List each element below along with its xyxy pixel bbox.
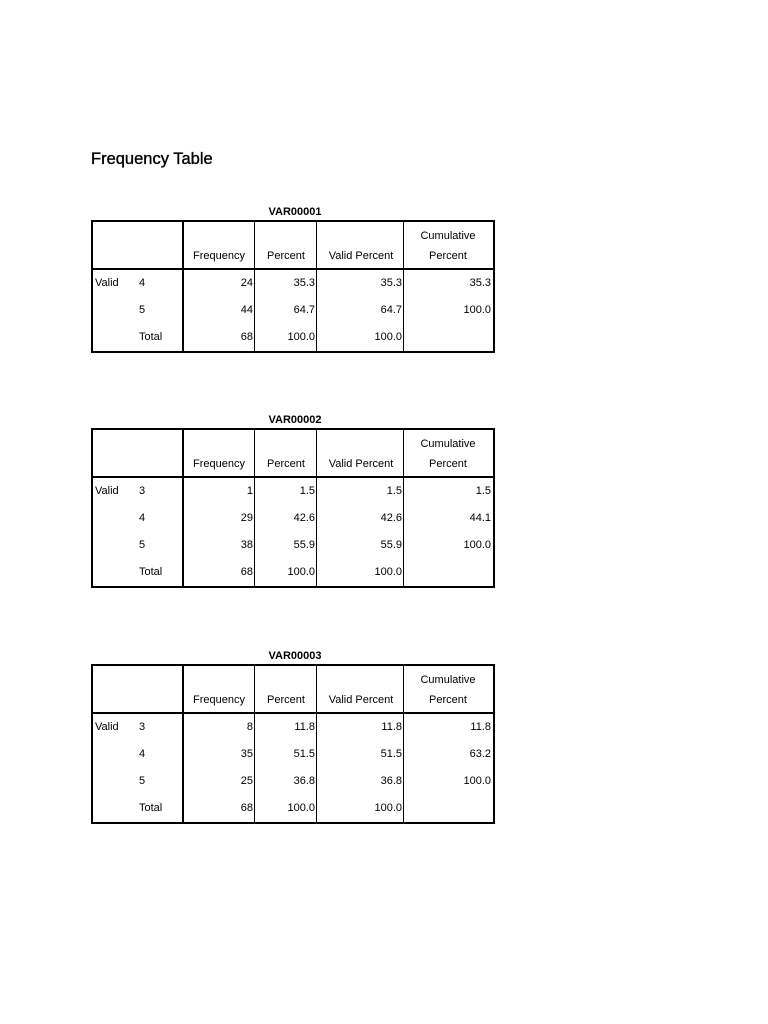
cell-frequency: 25: [240, 775, 253, 787]
table-caption: [91, 206, 495, 218]
header-cumulative-percent: Percent: [429, 458, 467, 470]
row-value-label: Total: [139, 802, 163, 814]
cell-frequency: 29: [240, 512, 253, 524]
table-caption-text: VAR00003: [268, 650, 322, 662]
cell-frequency: 68: [240, 802, 253, 814]
cell-valid-percent: 1.5: [386, 485, 402, 497]
header-cumulative: Cumulative: [420, 438, 476, 450]
cell-valid-percent: 100.0: [374, 331, 402, 343]
cell-valid-percent: 11.8: [381, 721, 402, 733]
cell-frequency: 8: [246, 721, 253, 733]
cell-cumulative: 11.8: [470, 721, 491, 733]
column-divider: [403, 297, 404, 324]
frequency-grid: [91, 220, 495, 353]
cell-cumulative: 44.1: [469, 512, 491, 524]
row-value-label: 4: [139, 277, 146, 289]
cell-valid-percent: 55.9: [380, 539, 402, 551]
cell-frequency: 68: [240, 566, 253, 578]
header-cumulative-percent: Percent: [429, 694, 467, 706]
frequency-grid: [91, 428, 495, 588]
cell-percent: 100.0: [287, 802, 315, 814]
header-valid-percent: Valid Percent: [328, 458, 394, 470]
table-row: [93, 559, 493, 586]
header-row: [93, 222, 493, 270]
row-value-label: Total: [139, 566, 163, 578]
row-value-label: Total: [139, 331, 163, 343]
cell-frequency: 68: [240, 331, 253, 343]
table-row: [93, 532, 493, 559]
cell-frequency: 24: [240, 277, 253, 289]
frequency-grid: [91, 664, 495, 824]
header-percent: Percent: [267, 250, 305, 262]
cell-percent: 51.5: [293, 748, 315, 760]
cell-percent: 42.6: [293, 512, 315, 524]
cell-percent: 1.5: [299, 485, 315, 497]
table-row: [93, 768, 493, 795]
header-frequency: Frequency: [193, 250, 245, 262]
cell-frequency: 35: [240, 748, 253, 760]
column-divider: [316, 505, 317, 532]
column-divider: [316, 270, 317, 297]
table-row: [93, 297, 493, 324]
column-divider: [316, 559, 317, 586]
header-percent: Percent: [267, 458, 305, 470]
page-title: Frequency Table: [91, 150, 213, 168]
cell-valid-percent: 35.3: [380, 277, 402, 289]
header-frequency: Frequency: [193, 694, 245, 706]
table-row: [93, 270, 493, 297]
cell-percent: 64.7: [293, 304, 315, 316]
column-divider: [403, 768, 404, 795]
column-divider: [316, 714, 317, 741]
cell-valid-percent: 36.8: [380, 775, 402, 787]
table-body: [93, 714, 493, 822]
row-value-label: 3: [139, 721, 146, 733]
column-divider: [403, 714, 404, 741]
cell-cumulative: 35.3: [469, 277, 491, 289]
cell-percent: 35.3: [293, 277, 315, 289]
column-divider: [316, 324, 317, 351]
table-row: [93, 741, 493, 768]
cell-percent: 100.0: [287, 331, 315, 343]
cell-frequency: 38: [240, 539, 253, 551]
cell-valid-percent: 64.7: [380, 304, 402, 316]
column-divider: [316, 741, 317, 768]
row-value-label: 5: [139, 775, 146, 787]
row-group-label: Valid: [95, 277, 119, 289]
cell-cumulative: 1.5: [475, 485, 491, 497]
header-cumulative: Cumulative: [420, 230, 476, 242]
table-row: [93, 795, 493, 822]
column-divider: [316, 795, 317, 822]
cell-cumulative: 100.0: [463, 539, 491, 551]
header-frequency: Frequency: [193, 458, 245, 470]
row-value-label: 5: [139, 304, 146, 316]
cell-percent: 55.9: [293, 539, 315, 551]
column-divider: [316, 768, 317, 795]
cell-percent: 36.8: [293, 775, 315, 787]
column-divider: [316, 478, 317, 505]
header-valid-percent: Valid Percent: [328, 250, 394, 262]
row-group-label: Valid: [95, 485, 119, 497]
column-divider: [403, 795, 404, 822]
cell-cumulative: 100.0: [463, 775, 491, 787]
header-valid-percent: Valid Percent: [328, 694, 394, 706]
cell-cumulative: 100.0: [463, 304, 491, 316]
table-row: [93, 505, 493, 532]
row-value-label: 4: [139, 748, 146, 760]
column-divider: [403, 559, 404, 586]
table-row: [93, 324, 493, 351]
row-value-label: 3: [139, 485, 146, 497]
column-divider: [403, 324, 404, 351]
table-row: [93, 478, 493, 505]
cell-valid-percent: 42.6: [380, 512, 402, 524]
table-caption-text: VAR00001: [268, 206, 322, 218]
column-divider: [403, 741, 404, 768]
header-cumulative-percent: Percent: [429, 250, 467, 262]
cell-frequency: 1: [246, 485, 253, 497]
cell-percent: 100.0: [287, 566, 315, 578]
table-body: [93, 270, 493, 351]
cell-valid-percent: 51.5: [380, 748, 402, 760]
header-percent: Percent: [267, 694, 305, 706]
row-value-label: 4: [139, 512, 146, 524]
cell-frequency: 44: [240, 304, 253, 316]
column-divider: [316, 297, 317, 324]
column-divider: [316, 532, 317, 559]
cell-valid-percent: 100.0: [374, 802, 402, 814]
row-group-label: Valid: [95, 721, 119, 733]
table-caption: [91, 414, 495, 426]
column-divider: [403, 532, 404, 559]
row-value-label: 5: [139, 539, 146, 551]
header-row: [93, 666, 493, 714]
cell-valid-percent: 100.0: [374, 566, 402, 578]
header-row: [93, 430, 493, 478]
column-divider: [403, 270, 404, 297]
cell-percent: 11.8: [294, 721, 315, 733]
table-row: [93, 714, 493, 741]
header-cumulative: Cumulative: [420, 674, 476, 686]
table-caption: [91, 650, 495, 662]
cell-cumulative: 63.2: [469, 748, 491, 760]
table-caption-text: VAR00002: [268, 414, 322, 426]
column-divider: [403, 505, 404, 532]
column-divider: [403, 478, 404, 505]
table-body: [93, 478, 493, 586]
